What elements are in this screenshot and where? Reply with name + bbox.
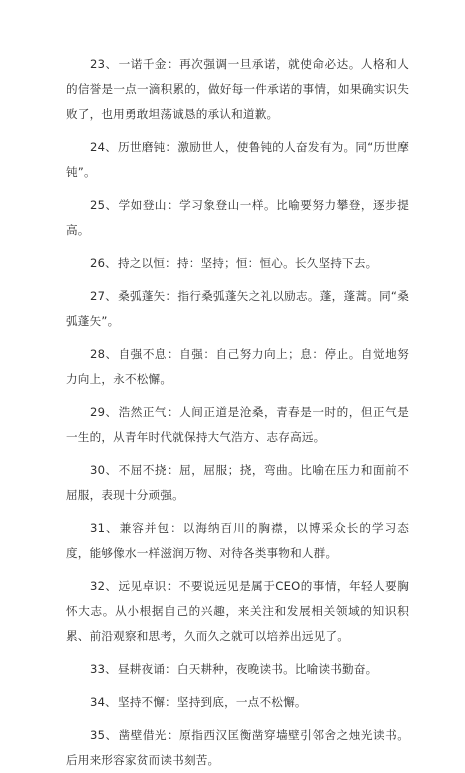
entry-text: 历世磨钝：激励世人，使鲁钝的人奋发有为。同“历世摩钝”。 — [66, 140, 409, 179]
entry-text: 凿壁借光：原指西汉匡衡凿穿墙壁引邻舍之烛光读书。后用来形容家贫而读书刻苦。 — [66, 728, 409, 767]
entry-number: 34、 — [90, 695, 117, 709]
idiom-entry-34 — [66, 690, 409, 715]
idiom-entry-30 — [66, 458, 409, 508]
entry-number: 27、 — [90, 289, 118, 303]
idiom-entry-31 — [66, 516, 409, 566]
entry-text: 学如登山：学习象登山一样。比喻要努力攀登，逐步提高。 — [66, 198, 409, 237]
entry-number: 28、 — [90, 347, 118, 361]
entry-text: 远见卓识：不要说远见是属于CEO的事情，年轻人要胸怀大志。从小根据自己的兴趣，来关注和发展相关领域的知识积累、前沿观察和思考，久而久之就可以培养出远见了。 — [66, 579, 409, 643]
entry-text: 兼容并包：以海纳百川的胸襟，以博采众长的学习态度，能够像水一样滋润万物、对待各类事物和人群。 — [66, 521, 410, 560]
entry-text: 昼耕夜诵：白天耕种，夜晚读书。比喻读书勤奋。 — [117, 662, 378, 676]
idiom-entry-26 — [66, 251, 409, 276]
entry-number: 31、 — [90, 521, 119, 535]
entry-number: 26、 — [90, 256, 117, 270]
entry-number: 30、 — [90, 463, 118, 477]
idiom-entry-28 — [66, 342, 409, 392]
idiom-entry-27 — [66, 284, 409, 334]
entry-text: 不屈不挠：屈，屈服；挠，弯曲。比喻在压力和面前不屈服，表现十分顽强。 — [66, 463, 409, 502]
idiom-entry-33 — [66, 657, 409, 682]
idiom-entry-29 — [66, 400, 409, 450]
entry-number: 33、 — [90, 662, 117, 676]
idiom-entry-24 — [66, 135, 409, 185]
entry-text: 坚持不懈：坚持到底，一点不松懈。 — [117, 695, 307, 709]
idiom-entry-35 — [66, 723, 409, 773]
idiom-entry-23 — [66, 52, 409, 127]
entry-number: 25、 — [90, 198, 118, 212]
entry-text: 桑弧蓬矢：指行桑弧蓬矢之礼以励志。蓬，蓬蒿。同“桑弧蓬矢”。 — [66, 289, 409, 328]
entry-text: 浩然正气：人间正道是沧桑，青春是一时的，但正气是一生的，从青年时代就保持大气浩方、志存高远。 — [66, 405, 409, 444]
entry-number: 32、 — [90, 579, 118, 593]
entry-text: 自强不息：自强：自己努力向上；息：停止。自觉地努力向上，永不松懈。 — [66, 347, 409, 386]
entry-number: 35、 — [90, 728, 118, 742]
entry-number: 23、 — [90, 57, 118, 71]
idiom-entry-25 — [66, 193, 409, 243]
entry-number: 29、 — [90, 405, 118, 419]
entry-text: 一诺千金：再次强调一旦承诺，就使命必达。人格和人的信誉是一点一滴积累的，做好每一件承诺的事情，如果确实识失败了，也用勇敢坦荡诚恳的承认和道歉。 — [66, 57, 409, 121]
idiom-entry-32 — [66, 574, 409, 649]
entry-text: 持之以恒：持：坚持；恒：恒心。长久坚持下去。 — [117, 256, 378, 270]
entry-number: 24、 — [90, 140, 118, 154]
